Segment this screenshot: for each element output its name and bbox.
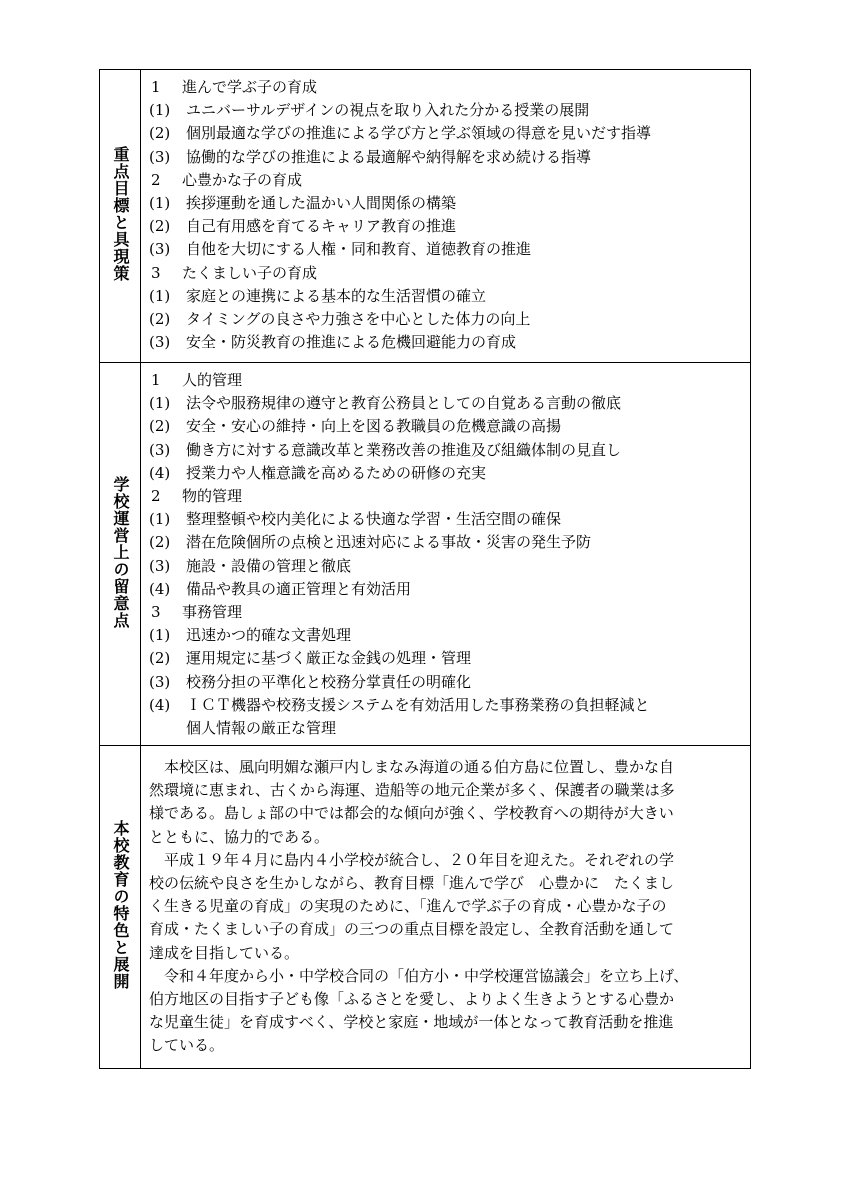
- list-item: (1) ユニバーサルデザインの視点を取り入れた分かる授業の展開: [149, 101, 590, 120]
- paragraph: 本校区は、風向明媚な瀬戸内しまなみ海道の通る伯方島に位置し、豊かな自 然環境に恵まれ、古くから海運、造船等の地元企業が多く、保護者の職業は多 様である。島しょ部の中では都会的な傾向が強く、学校教育への期待が大きい とともに、協力的である。: [149, 758, 675, 846]
- list-item: (4) 備品や教具の適正管理と有効活用: [149, 579, 412, 598]
- paragraph: 令和４年度から小・中学校合同の「伯方小・中学校運営協議会」を立ち上げ、 伯方地区の目指す子ども像「ふるさとを愛し、よりよく生きようとする心豊か な児童生徒」を育成すべく、学校と家庭・地域が一体となって教育活動を推進 している。: [149, 966, 689, 1055]
- group-title: 1 進んで学ぶ子の育成: [151, 78, 318, 96]
- list-item-continuation: 個人情報の厳正な管理: [186, 719, 337, 738]
- section-heading: 学校運営上の留意点: [111, 475, 130, 629]
- list-item: (3) 協働的な学びの推進による最適解や納得解を求め続ける指導: [149, 147, 592, 166]
- paragraph: 平成１９年４月に島内４小学校が統合し、２０年目を迎えた。それぞれの学 校の伝統や良さを生かしながら、教育目標「進んで学び 心豊かに たくまし く生きる児童の育成」の実現のために、「進んで学ぶ子の育成・心豊かな子の 育成・たくましい子の育成」の三つの重点目標を設定し、全教育活動を通して 達成を目指している。: [149, 850, 675, 962]
- list-item: (1) 挨拶運動を通した温かい人間関係の構築: [149, 194, 457, 213]
- section-row-features: [100, 746, 751, 1069]
- list-item: (3) 働き方に対する意識改革と業務改善の推進及び組織体制の見直し: [149, 440, 622, 459]
- list-item: (3) 施設・設備の管理と徹底: [149, 556, 352, 575]
- section-heading: 本校教育の特色と展開: [111, 820, 130, 990]
- section-content: [141, 70, 751, 363]
- section-heading-cell: [100, 70, 141, 363]
- list-item: (1) 法令や服務規律の遵守と教育公務員としての自覚ある言動の徹底: [149, 394, 622, 413]
- section-row-priority-goals: [100, 70, 751, 363]
- list-item: (2) 潜在危険個所の点検と迅速対応による事故・災害の発生予防: [149, 533, 592, 552]
- list-item: (3) 安全・防災教育の推進による危機回避能力の育成: [149, 333, 517, 352]
- section-content: [141, 746, 751, 1069]
- list-item: (1) 家庭との連携による基本的な生活習慣の確立: [149, 286, 487, 305]
- group-title: 1 人的管理: [151, 371, 243, 389]
- list-item: (2) 安全・安心の維持・向上を図る教職員の危機意識の高揚: [149, 417, 562, 436]
- group-title: 3 事務管理: [151, 603, 243, 622]
- list-item: (2) タイミングの良さや力強さを中心とした体力の向上: [149, 310, 531, 329]
- list-item: (4) ＩＣＴ機器や校務支援システムを有効活用した事務業務の負担軽減と: [149, 695, 650, 714]
- section-row-management-notes: [100, 363, 751, 746]
- list-item: (3) 自他を大切にする人権・同和教育、道徳教育の推進: [149, 240, 532, 259]
- section-heading-cell: [100, 746, 141, 1069]
- section-heading: 重点目標と具現策: [111, 146, 130, 282]
- group-title: 3 たくましい子の育成: [151, 263, 318, 282]
- group-title: 2 物的管理: [151, 487, 243, 506]
- section-heading-cell: [100, 363, 141, 746]
- list-item: (1) 迅速かつ的確な文書処理: [149, 626, 352, 645]
- group-title: 2 心豊かな子の育成: [151, 170, 303, 189]
- list-item: (4) 授業力や人権意識を高めるための研修の充実: [149, 463, 487, 482]
- list-item: (2) 運用規定に基づく厳正な金銭の処理・管理: [149, 649, 472, 668]
- school-plan-table: [99, 69, 751, 1069]
- section-content: [141, 363, 751, 746]
- list-item: (2) 個別最適な学びの推進による学び方と学ぶ領域の得意を見いだす指導: [149, 124, 652, 143]
- list-item: (1) 整理整頓や校内美化による快適な学習・生活空間の確保: [149, 510, 562, 529]
- list-item: (2) 自己有用感を育てるキャリア教育の推進: [149, 217, 457, 236]
- list-item: (3) 校務分担の平準化と校務分掌責任の明確化: [149, 672, 472, 691]
